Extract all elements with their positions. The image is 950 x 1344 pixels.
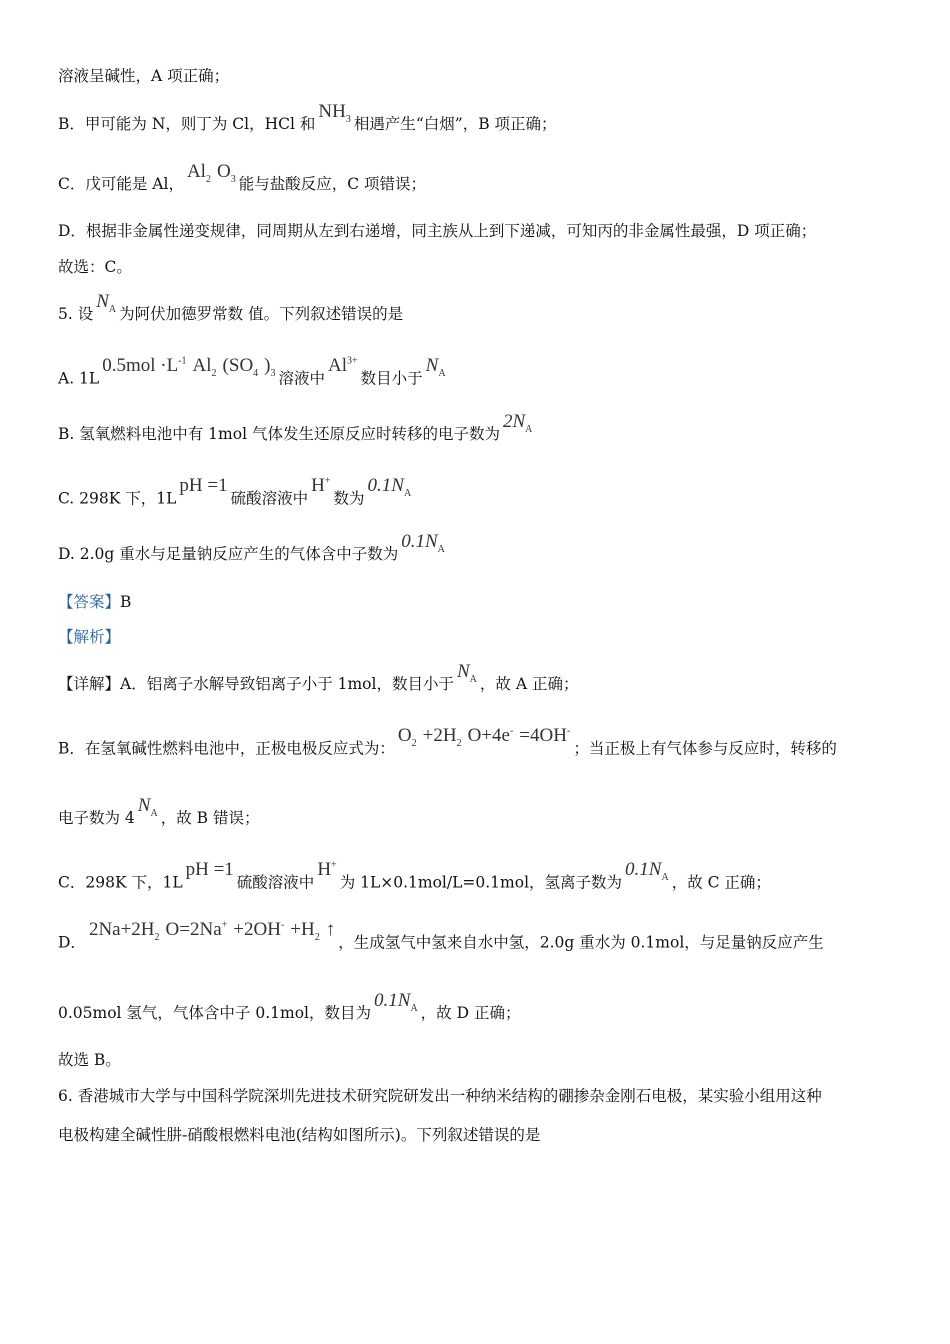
formula-superscript: +: [221, 920, 228, 931]
formula: [186, 859, 234, 880]
text-run: D. 2.0g 重水与足量钠反应产生的气体含中子数为: [58, 545, 399, 563]
formula-main: O+4e: [467, 725, 510, 747]
text-run: 5. 设: [58, 305, 94, 323]
formula-main: N: [425, 355, 439, 377]
formula-main: 2Na+2H: [88, 919, 155, 941]
text-run: 电子数为 4: [58, 809, 135, 827]
formula: [186, 161, 211, 185]
text-line: [58, 1050, 892, 1070]
text-run: 硫酸溶液中: [230, 489, 309, 508]
text-line: [58, 725, 892, 766]
option-c: [58, 475, 892, 516]
formula-main: H: [311, 475, 325, 497]
formula-main: H: [317, 859, 332, 881]
question-5-stem: [58, 291, 892, 332]
text-run: ，故 D 正确；: [420, 1004, 521, 1022]
formula-subscript: A: [410, 1002, 418, 1014]
text-run: ，生成氢气中氢来自水中氢，2.0g 重水为 0.1mol，与足量钠反应产生: [338, 933, 824, 952]
text-line: [58, 661, 892, 702]
analysis-heading: [58, 627, 892, 647]
text-run: 能与盐酸反应，C 项错误；: [238, 175, 426, 193]
text-run: 相遇产生“白烟”，B 项正确；: [353, 115, 557, 133]
formula-subscript: A: [150, 807, 158, 819]
formula: [328, 355, 358, 376]
formula: [311, 475, 330, 496]
text-run: ，故 A 正确；: [479, 675, 579, 693]
text-run: B．甲可能为 N，则丁为 Cl，HCl 和: [58, 115, 316, 133]
text-run: 0.05mol 氢气，气体含中子 0.1mol，数目为: [58, 1004, 371, 1022]
text-run: C. 298K 下，1L: [58, 489, 177, 508]
text-run: C．戊可能是 Al，: [58, 175, 184, 193]
text-run: C．298K 下，1L: [58, 873, 183, 892]
formula-main: ↑: [325, 919, 336, 941]
formula: [422, 725, 462, 750]
text-line: [58, 859, 892, 900]
formula-main: O: [216, 161, 231, 182]
section-tag: 【解析】: [58, 628, 121, 646]
formula-subscript: A: [108, 303, 117, 315]
formula: [625, 859, 669, 884]
formula-subscript: 2: [154, 932, 160, 944]
formula: [222, 355, 259, 380]
option-a: [58, 355, 892, 396]
text-run: ，故 B 错误；: [160, 809, 260, 827]
text-run: D．根据非金属性递变规律，同周期从左到右递增，同主族从上到下递减，可知丙的非金属性最强，D 项正确；: [58, 222, 817, 240]
formula: [96, 291, 117, 315]
question-6-stem-cont: [58, 1125, 892, 1145]
formula-main: N: [456, 661, 470, 682]
text-line: [58, 795, 892, 836]
formula-main: ): [264, 355, 271, 377]
formula-main: 0.1N: [367, 475, 404, 497]
formula: [502, 411, 533, 435]
text-line: [58, 101, 892, 142]
formula-main: O=2Na: [165, 919, 222, 941]
formula: [179, 475, 227, 496]
formula-subscript: 2: [211, 368, 217, 380]
formula-main: (SO: [222, 355, 254, 377]
formula-superscript: -: [280, 920, 285, 931]
text-run: 故选 B。: [58, 1051, 121, 1069]
formula-main: N: [137, 795, 151, 816]
text-run: 故选：C。: [58, 258, 132, 276]
formula-main: 0.1N: [374, 990, 411, 1011]
text-run: 硫酸溶液中: [236, 873, 315, 892]
formula: [326, 919, 336, 940]
text-line: [58, 221, 892, 241]
formula: [102, 355, 186, 376]
formula: [166, 919, 228, 940]
formula-main: +2H: [422, 725, 457, 747]
formula-subscript: 3: [345, 113, 351, 125]
text-run: B: [120, 593, 132, 611]
text-run: B．在氢氧碱性燃料电池中，正极电极反应式为：: [58, 739, 395, 758]
text-run: D．: [58, 933, 86, 952]
formula-main: 0.1N: [401, 531, 438, 552]
text-run: ；当正极上有气体参与反应时，转移的: [573, 739, 837, 758]
formula: [192, 355, 217, 380]
formula-subscript: 4: [253, 368, 259, 380]
formula-superscript: -1: [178, 356, 187, 367]
formula-main: NH: [318, 101, 346, 122]
option-d: [58, 531, 892, 572]
formula: [137, 795, 158, 819]
text-run: 为阿伏加德罗常数 值。下列叙述错误的是: [119, 305, 404, 323]
text-run: ，故 C 正确；: [671, 873, 771, 892]
text-run: 电极构建全碱性肼-硝酸根燃料电池(结构如图所示)。下列叙述错误的是: [58, 1126, 541, 1144]
text-line: [58, 66, 892, 86]
formula: [374, 990, 418, 1014]
text-run: 溶液呈碱性，A 项正确；: [58, 67, 230, 85]
formula-main: pH =1: [185, 859, 234, 881]
formula: [290, 919, 320, 944]
formula-subscript: 2: [205, 173, 211, 185]
formula-subscript: A: [469, 673, 477, 685]
formula: [401, 531, 445, 555]
formula-subscript: A: [403, 488, 412, 500]
formula-main: Al: [192, 355, 212, 377]
formula-main: 2N: [502, 411, 526, 432]
text-run: 数目小于: [360, 369, 423, 388]
formula-main: +H: [290, 919, 315, 941]
formula-superscript: -: [509, 726, 514, 737]
formula-subscript: A: [525, 423, 533, 435]
formula-main: pH =1: [179, 475, 228, 497]
text-run: 数为: [333, 489, 365, 508]
formula-main: +2OH: [233, 919, 281, 941]
formula-main: 0.5mol ·L: [102, 355, 179, 377]
formula: [468, 725, 514, 746]
formula-subscript: 3: [230, 173, 236, 185]
formula-main: =4OH: [519, 725, 567, 747]
text-run: A. 1L: [58, 369, 100, 388]
formula: [456, 661, 477, 685]
text-run: 【详解】A．铝离子水解导致铝离子小于 1mol，数目小于: [58, 675, 454, 693]
formula-main: 0.1N: [625, 859, 662, 881]
formula: [397, 725, 417, 750]
text-line: [58, 257, 892, 277]
formula-subscript: A: [661, 872, 669, 884]
formula-superscript: 3+: [347, 356, 358, 367]
formula: [88, 919, 160, 944]
formula-superscript: -: [566, 726, 571, 737]
option-b: [58, 411, 892, 452]
formula-subscript: A: [438, 368, 446, 380]
text-line: [58, 919, 892, 960]
formula: [318, 101, 351, 125]
formula-subscript: 2: [411, 738, 417, 750]
formula-main: N: [96, 291, 109, 312]
formula-main: Al: [328, 355, 348, 377]
formula-subscript: 2: [314, 932, 320, 944]
formula-superscript: +: [324, 476, 331, 487]
formula: [233, 919, 284, 940]
text-line: [58, 990, 892, 1031]
formula-subscript: 2: [456, 738, 462, 750]
formula-superscript: +: [331, 860, 337, 871]
section-tag: 【答案】: [58, 593, 121, 611]
answer-line: [58, 592, 892, 612]
question-6-stem: [58, 1086, 892, 1106]
text-run: B. 氢氧燃料电池中有 1mol 气体发生还原反应时转移的电子数为: [58, 425, 500, 443]
formula-main: O: [397, 725, 412, 747]
formula: [367, 475, 412, 500]
text-run: 为 1L×0.1mol/L=0.1mol，氢离子数为: [339, 873, 623, 892]
formula: [317, 859, 336, 880]
text-line: [58, 161, 892, 202]
formula: [216, 161, 236, 185]
formula: [519, 725, 570, 746]
text-run: 溶液中: [278, 369, 326, 388]
formula: [264, 355, 276, 380]
formula: [425, 355, 446, 380]
formula-main: Al: [186, 161, 206, 182]
formula-subscript: 3: [270, 368, 276, 380]
formula-subscript: A: [437, 543, 445, 555]
text-run: 6. 香港城市大学与中国科学院深圳先进技术研究院研发出一种纳米结构的硼掺杂金刚石电极，某实验小组用这种: [58, 1087, 822, 1105]
